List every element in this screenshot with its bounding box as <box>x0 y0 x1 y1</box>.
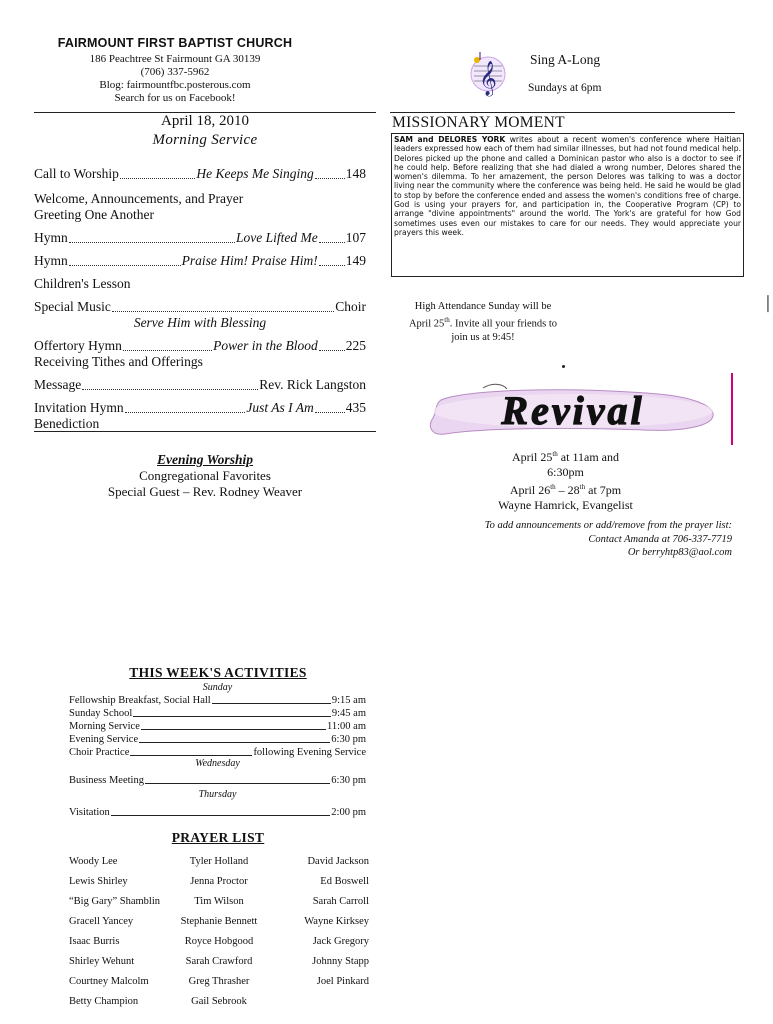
evening-title: Evening Worship <box>157 452 253 467</box>
order-item: Hymn Praise Him! Praise Him! 149 <box>34 253 366 268</box>
missionary-title: MISSIONARY MOMENT <box>392 114 565 131</box>
revival-details <box>478 447 653 512</box>
order-item: Benediction <box>34 416 100 431</box>
prayer-name: Joel Pinkard <box>316 976 369 987</box>
order-item: Welcome, Announcements, and Prayer <box>34 191 244 206</box>
activities-list <box>69 682 366 818</box>
evening-section <box>34 452 376 500</box>
church-address: 186 Peachtree St Fairmount GA 30139 <box>89 53 261 65</box>
order-of-worship <box>34 162 366 432</box>
prayer-name: Ed Boswell <box>320 876 369 887</box>
service-title: Morning Service <box>152 132 258 148</box>
prayer-name: Courtney Malcolm <box>69 976 149 987</box>
order-item: Serve Him with Blessing <box>133 315 267 330</box>
order-item: Receiving Tithes and Offerings <box>34 354 203 369</box>
prayer-name: Isaac Burris <box>69 936 120 947</box>
missionary-body: writes about a recent women's conference where Haitian leaders expressed how each of them had similar illnesses, but had not found medical help. Delores picked up the phone and called a Dominican pastor who also is a doctor to see if he could help. Before realizing that she had dialed a wrong number, Delores shared the women's dilemma. To her amazement, the person Delores was talking to was a doctor living near the community where the conference was being held. He said he would be glad to stop by before the conference ended and assess the women's conditions free of charge. God is using your prayers for, and participation in, the Cooperative Program (CP) to arrange "divine appointments" around the world. The York's are grateful for how God sometimes uses even our mistakes to care for our needs. They would appreciate your prayers this week. <box>394 135 741 237</box>
revival-line-4: Wayne Hamrick, Evangelist <box>498 498 633 512</box>
svg-text:Revival: Revival <box>501 388 645 433</box>
order-item: Greeting One Another <box>34 207 154 222</box>
revival-logo <box>423 380 723 440</box>
prayer-name: Shirley Wehunt <box>69 956 135 967</box>
order-item: Message Rev. Rick Langston <box>34 377 366 392</box>
order-item: Invitation Hymn Just As I Am 435 <box>34 400 366 415</box>
activity-row: Choir Practice following Evening Service <box>69 747 366 758</box>
church-blog[interactable]: Blog: fairmountfbc.posterous.com <box>99 79 251 91</box>
evening-line-2: Special Guest – Rev. Rodney Weaver <box>107 484 303 499</box>
prayer-name: Stephanie Bennett <box>180 916 258 927</box>
attendance-line-2: April 25th. Invite all your friends to <box>408 315 558 329</box>
prayer-name: Tyler Holland <box>189 856 249 867</box>
activity-row: Business Meeting 6:30 pm <box>69 775 366 786</box>
revival-line-2: 6:30pm <box>547 465 584 479</box>
prayer-name: David Jackson <box>307 856 369 867</box>
church-facebook[interactable]: Search for us on Facebook! <box>114 92 236 104</box>
missionary-names: SAM and DELORES YORK <box>394 135 506 144</box>
prayer-name: Gail Sebrook <box>191 996 247 1007</box>
prayer-name: Jack Gregory <box>312 936 369 947</box>
evening-line-1: Congregational Favorites <box>139 468 271 483</box>
announce-line-1: To add announcements or add/remove from the prayer list: <box>484 520 732 531</box>
prayer-name: Betty Champion <box>69 996 139 1007</box>
order-item: Children's Lesson <box>34 276 131 291</box>
announce-line-3[interactable]: Or berryhtp83@aol.com <box>627 547 732 558</box>
dot-mark <box>562 365 565 368</box>
prayer-name: Johnny Stapp <box>312 956 369 967</box>
prayer-name: Woody Lee <box>69 856 118 867</box>
prayer-name: Wayne Kirksey <box>304 916 369 927</box>
service-divider <box>34 431 376 432</box>
church-header <box>30 36 320 105</box>
activity-row: Fellowship Breakfast, Social Hall 9:15 am <box>69 695 366 706</box>
activities-title: THIS WEEK'S ACTIVITIES <box>129 665 307 680</box>
cropped-edge-mark: │ <box>763 297 773 312</box>
prayer-name: Royce Hobgood <box>184 936 254 947</box>
revival-line-3: April 26th – 28th at 7pm <box>509 483 622 497</box>
prayer-name: Tim Wilson <box>194 896 244 907</box>
prayer-name <box>269 992 369 1012</box>
prayer-name: Sarah Carroll <box>312 896 369 907</box>
prayer-grid <box>69 852 369 1012</box>
service-date: April 18, 2010 <box>161 113 249 129</box>
activity-row: Morning Service 11:00 am <box>69 721 366 732</box>
order-item: Call to Worship He Keeps Me Singing 148 <box>34 166 366 181</box>
prayer-name: Gracell Yancey <box>69 916 134 927</box>
svg-text:𝄞: 𝄞 <box>479 61 497 96</box>
missionary-box <box>391 133 744 277</box>
order-item: Special Music Choir <box>34 299 366 314</box>
church-name: FAIRMOUNT FIRST BAPTIST CHURCH <box>57 36 293 50</box>
prayer-name: Sarah Crawford <box>185 956 253 967</box>
activity-row: Evening Service 6:30 pm <box>69 734 366 745</box>
singalong-title: Sing A-Long <box>530 52 601 67</box>
accent-bar <box>731 373 733 445</box>
attendance-line-1: High Attendance Sunday will be <box>414 301 552 312</box>
church-phone: (706) 337-5962 <box>140 66 210 78</box>
activity-row: Sunday School 9:45 am <box>69 708 366 719</box>
announce-contact <box>420 519 732 560</box>
day-label-thursday: Thursday <box>198 789 237 800</box>
attendance-line-3: join us at 9:45! <box>451 331 515 343</box>
attendance-note <box>398 300 568 344</box>
prayer-title: PRAYER LIST <box>171 830 265 845</box>
activity-row: Visitation 2:00 pm <box>69 807 366 818</box>
announce-line-2: Contact Amanda at 706-337-7719 <box>588 533 732 545</box>
prayer-name: Greg Thrasher <box>188 976 250 987</box>
music-clef-icon <box>468 50 508 96</box>
day-label-wednesday: Wednesday <box>195 758 240 769</box>
prayer-name: “Big Gary” Shamblin <box>69 896 160 907</box>
header-divider-right <box>390 112 735 113</box>
singalong-time: Sundays at 6pm <box>528 82 602 94</box>
day-label-sunday: Sunday <box>202 682 233 693</box>
prayer-list <box>69 852 369 1012</box>
prayer-name: Lewis Shirley <box>69 876 128 887</box>
prayer-name: Jenna Proctor <box>190 876 248 887</box>
order-item: Offertory Hymn Power in the Blood 225 <box>34 338 366 353</box>
order-item: Hymn Love Lifted Me 107 <box>34 230 366 245</box>
revival-line-1: April 25th at 11am and <box>512 450 619 464</box>
